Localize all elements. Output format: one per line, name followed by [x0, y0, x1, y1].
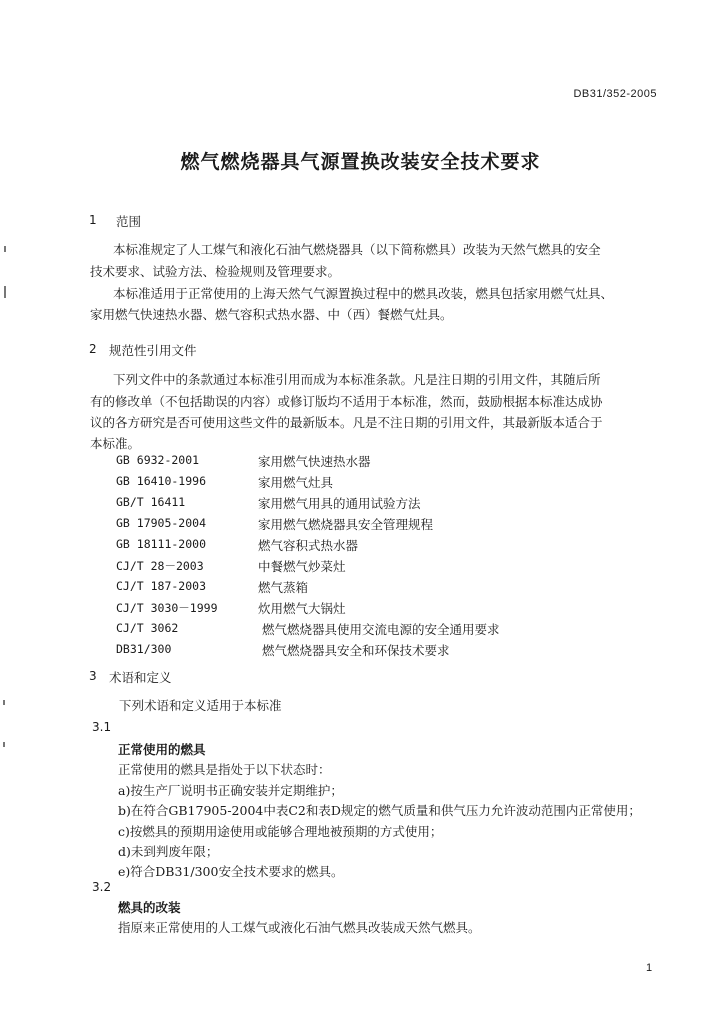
reference-title: 中餐燃气炒菜灶	[258, 559, 346, 574]
section-3-number: 3	[89, 669, 97, 683]
reference-code: CJ/T 187-2003	[116, 579, 207, 593]
term-3-1-title: 正常使用的燃具	[118, 742, 206, 757]
term-3-1-line: a)按生产厂说明书正确安装并定期维护；	[118, 783, 343, 798]
reference-title: 燃气燃烧器具使用交流电源的安全通用要求	[262, 622, 500, 637]
scan-edge-mark	[3, 700, 5, 705]
reference-title: 家用燃气燃烧器具安全管理规程	[258, 517, 434, 532]
reference-title: 炊用燃气大锅灶	[258, 601, 346, 616]
paragraph-line: 本标准。	[90, 436, 141, 451]
reference-title: 燃气燃烧器具安全和环保技术要求	[262, 643, 450, 658]
term-3-1-line: e)符合DB31/300安全技术要求的燃具。	[118, 864, 344, 879]
paragraph-line: 技术要求、试验方法、检验规则及管理要求。	[90, 264, 341, 279]
reference-title: 燃气蒸箱	[258, 580, 309, 595]
paragraph-line: 本标准适用于正常使用的上海天然气气源置换过程中的燃具改装，燃具包括家用燃气灶具、	[113, 286, 614, 301]
reference-title: 家用燃气用具的通用试验方法	[258, 496, 421, 511]
reference-code: CJ/T 3030－1999	[116, 601, 218, 615]
term-3-1-line: 正常使用的燃具是指处于以下状态时：	[118, 762, 331, 777]
scan-edge-mark	[3, 742, 5, 747]
reference-code: DB31/300	[116, 642, 172, 656]
reference-code: GB 17905-2004	[116, 516, 207, 530]
reference-code: GB 6932-2001	[116, 453, 200, 467]
paragraph-line: 本标准规定了人工煤气和液化石油气燃烧器具（以下简称燃具）改装为天然气燃具的安全	[113, 242, 601, 257]
scan-edge-mark	[4, 286, 6, 298]
reference-code: GB/T 16411	[116, 495, 186, 509]
term-3-2-title: 燃具的改装	[118, 900, 181, 915]
paragraph-line: 有的修改单（不包括勘误的内容）或修订版均不适用于本标准，然而，鼓励根据本标准达成协	[90, 394, 603, 409]
reference-title: 燃气容积式热水器	[258, 538, 359, 553]
reference-code: GB 18111-2000	[116, 537, 207, 551]
document-title: 燃气燃烧器具气源置换改装安全技术要求	[180, 151, 541, 173]
term-3-1-number: 3.1	[92, 720, 112, 734]
paragraph-line: 下列文件中的条款通过本标准引用而成为本标准条款。凡是注日期的引用文件，其随后所	[113, 372, 601, 387]
reference-title: 家用燃气灶具	[258, 475, 334, 490]
term-3-1-line: b)在符合GB17905-2004中表C2和表D规定的燃气质量和供气压力允许波动范围内正常使用；	[118, 803, 641, 818]
reference-code: CJ/T 3062	[116, 621, 179, 635]
scan-edge-mark	[4, 246, 6, 252]
page-number: 1	[646, 962, 653, 974]
reference-title: 家用燃气快速热水器	[258, 454, 371, 469]
term-3-1-line: d)未到判废年限；	[118, 844, 219, 859]
term-3-2-line: 指原来正常使用的人工煤气或液化石油气燃具改装成天然气燃具。	[118, 920, 481, 935]
section-1-number: 1	[89, 213, 97, 227]
section-2-number: 2	[89, 342, 97, 356]
term-3-1-line: c)按燃具的预期用途使用或能够合理地被预期的方式使用；	[118, 824, 443, 839]
paragraph-line: 议的各方研究是否可使用这些文件的最新版本。凡是不注日期的引用文件，其最新版本适合于	[90, 415, 603, 430]
reference-code: CJ/T 28－2003	[116, 559, 204, 573]
section-3-intro: 下列术语和定义适用于本标准	[119, 698, 282, 713]
standard-code: DB31/352-2005	[573, 88, 657, 100]
reference-code: GB 16410-1996	[116, 474, 207, 488]
section-1-title: 范围	[116, 214, 142, 229]
section-3-title: 术语和定义	[109, 670, 172, 685]
section-2-title: 规范性引用文件	[109, 343, 197, 358]
paragraph-line: 家用燃气快速热水器、燃气容积式热水器、中（西）餐燃气灶具。	[90, 307, 453, 322]
term-3-2-number: 3.2	[92, 880, 112, 894]
